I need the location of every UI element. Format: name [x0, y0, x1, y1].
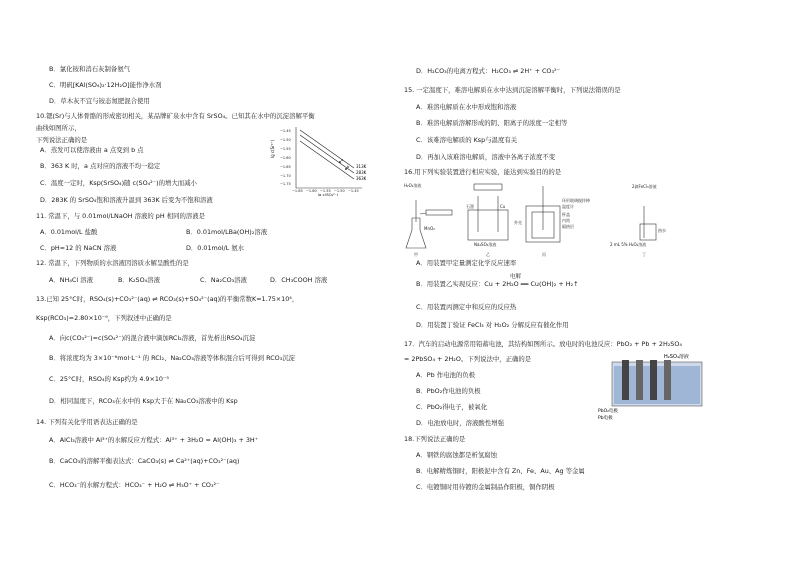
q18-stem: 18.下列说法正确的是	[404, 435, 466, 443]
tube-jia	[420, 213, 426, 214]
label-lid: 杯盖	[562, 212, 570, 217]
series-313k-label: 313K	[356, 164, 367, 169]
q13-stem: 13.已知 25°C时，RSO₄(s)+CO₃²⁻(aq) ⇌ RCO₃(s)+SO₄²⁻(aq)的平衡常数K=1.75×10⁴，	[36, 295, 299, 303]
q12-option-d: D．CH₃COOH 溶液	[270, 276, 328, 284]
q15-stem: 15. 一定温度下，难溶电解质在水中达到沉淀溶解平衡时，下列说法错误的是	[404, 86, 621, 94]
q10-option-b: B．363 K 时，a 点对应的溶液不均一稳定	[40, 162, 161, 170]
apparatus-diagrams	[404, 180, 704, 258]
pbo2-plate-2	[650, 360, 657, 400]
label-h2o2-5: 2 mL 5% H₂O₂溶液	[610, 242, 647, 247]
point-b-label: b	[347, 165, 350, 169]
syringe-jia	[426, 210, 452, 215]
pbo2-plate	[622, 360, 629, 400]
label-yi: 乙	[486, 252, 490, 257]
q11-option-b: B．0.01mol/LBa(OH)₂溶液	[186, 228, 268, 236]
power-supply	[474, 184, 502, 190]
label-ding: 丁	[642, 252, 646, 257]
q11-stem: 11. 常温下，与 0.01mol/LNaOH 溶液的 pH 相同的溶液是	[36, 212, 206, 220]
q10-option-a: A．蒸发可以使溶液由 a 点变到 b 点	[40, 146, 144, 154]
q10-stem-2: 曲线如图所示，	[36, 124, 81, 132]
q13-stem-2: Ksp(RCO₃)=2.80×10⁻⁹，下列叙述中正确的是	[36, 314, 172, 322]
q17-option-a: A．Pb 作电池的负极	[416, 371, 476, 379]
q15-option-b: B．难溶电解质溶解形成的阴、阳离子的浓度一定相等	[416, 119, 568, 127]
q16-option-b: B．用装置乙实现反应：Cu + 2H₂O ══ Cu(OH)₂ + H₂↑	[416, 280, 579, 288]
q17-stem: 17．汽车的启动电源常用铅蓄电池，其结构如图所示。放电时的电池反应：PbO₂ + Pb + 2H₂SO₄	[404, 340, 682, 348]
flask-jia	[406, 218, 426, 248]
y-tick: −1.60	[280, 156, 291, 160]
q10-option-c: C．温度一定时，Ksp(SrSO₄)随 c(SO₄²⁻)的增大而减小	[40, 179, 197, 187]
q15-option-c: C．该难溶电解质的 Ksp与温度有关	[416, 136, 518, 144]
q13-option-d: D．相同温度下，RCO₃在水中的 Ksp大于在 Na₂CO₃溶液中的 Ksp	[49, 397, 238, 405]
label-stirrer: 环形玻璃搅拌棒	[562, 198, 590, 203]
q16-stem: 16.用下列实验装置进行相应实验，能达到实验目的的是	[404, 168, 562, 176]
label-inner: 内筒	[562, 218, 570, 223]
x-tick: −1.60	[306, 189, 317, 193]
q11-option-c: C．pH=12 的 NaCN 溶液	[40, 244, 117, 252]
label-mno2: MnO₂	[424, 226, 435, 231]
label-h2o2: H₂O₂溶液	[404, 183, 422, 188]
y-tick: −1.70	[280, 174, 291, 178]
y-tick: −1.50	[280, 138, 291, 142]
label-h2so4: H₂SO₄溶液	[664, 354, 689, 360]
y-tick: −1.45	[280, 129, 291, 133]
label-cu: Cu	[500, 204, 506, 209]
q14-option-a: A．AlCl₃溶液中 Al³⁺的水解反应方程式：Al³⁺ + 3H₂O = Al(OH)₃ + 3H⁺	[49, 436, 259, 444]
q13-option-c: C．25°C时，RSO₄的 Ksp约为 4.9×10⁻⁵	[49, 375, 169, 383]
q11-option-d: D．0.01mol/L 氨水	[186, 244, 244, 252]
q18-option-c: C．电镀铜时用待镀的金属制品作阳极，铜作阴极	[416, 483, 555, 491]
q15-option-a: A．难溶电解质在水中形成饱和溶液	[416, 103, 517, 111]
curve-313k	[300, 130, 354, 168]
label-graphite: 石墨	[466, 204, 474, 209]
label-shell: 外壳	[514, 220, 522, 225]
series-283k-label: 283K	[356, 170, 367, 175]
q16-option-d: D．用装置丁验证 FeCl₃ 对 H₂O₂ 分解反应有催化作用	[416, 321, 569, 329]
q9-option-d: D．草木灰不宜与铵态氮肥混合使用	[49, 97, 150, 105]
q14-option-b: B．CaCO₃的溶解平衡表达式：CaCO₃(s) ⇌ Ca²⁺(aq)+CO₃²⁻(aq)	[49, 457, 240, 465]
y-tick: −1.75	[280, 182, 291, 186]
graph-ylabel: lg c(Sr²⁺)	[270, 139, 275, 158]
y-tick: −1.65	[280, 165, 291, 169]
point-a-label: a	[341, 158, 344, 162]
q14-stem: 14. 下列有关化学用语表达正确的是	[36, 418, 138, 426]
x-tick: −1.65	[292, 189, 303, 193]
q12-stem: 12. 常温下，下列物质的水溶液因溶质水解呈酸性的是	[36, 259, 189, 267]
q11-option-a: A．0.01mol/L 盐酸	[40, 228, 98, 236]
label-jia: 甲	[414, 252, 418, 257]
lead-acid-battery	[598, 352, 713, 424]
q15-option-d: D．再加入该难溶电解质，溶液中各离子浓度不变	[416, 153, 556, 161]
label-bing: 丙	[542, 252, 546, 257]
q14-option-c: C．HCO₃⁻的水解方程式：HCO₃⁻ + H₂O ⇌ H₃O⁺ + CO₃²⁻	[49, 481, 220, 489]
beaker-yi	[468, 210, 508, 240]
q10-stem: 10.锶(Sr)与人体骨骼的形成密切相关，某品牌矿泉水中含有 SrSO₄。已知其在水中的沉淀溶解平衡	[36, 112, 315, 120]
label-pbo2-electrode: PbO₂电极	[598, 409, 618, 414]
y-tick: −1.55	[280, 147, 291, 151]
q16-option-a: A．用装置甲定量测定化学反应速率	[416, 259, 517, 267]
srso4-solubility-graph	[270, 124, 390, 196]
x-tick: −1.45	[348, 189, 359, 193]
x-tick: −1.50	[334, 189, 345, 193]
q17-option-d: D．电池放电时，溶液酸性增强	[416, 419, 504, 427]
electrolysis-label: 电解	[510, 274, 522, 280]
q12-option-a: A．NH₄Cl 溶液	[49, 276, 93, 284]
curve-283k	[300, 135, 354, 173]
label-insulation: 隔热层	[562, 224, 574, 229]
q16-option-c: C．用装置丙测定中和反应的反应热	[416, 303, 517, 311]
q18-option-b: B．电解精炼铜时，阳极泥中含有 Zn、Fe、Au、Ag 等金属	[416, 467, 585, 475]
curve-363k	[300, 141, 354, 179]
pb-plate	[636, 360, 643, 400]
q13-option-b: B．将浓度均为 3×10⁻⁶mol·L⁻¹ 的 RCl₂、Na₂CO₃溶液等体积混合后可得到 RCO₃沉淀	[49, 354, 296, 362]
q17-stem-2: = 2PbSO₄ + 2H₂O。下列说法中，正确的是	[404, 355, 532, 363]
q17-option-b: B．PbO₂作电池的负极	[416, 387, 481, 395]
hot-water-beaker	[640, 224, 656, 240]
q10-option-d: D．283K 的 SrSO₄饱和溶液升温到 363K 后变为不饱和溶液	[40, 196, 213, 204]
label-na2so4: Na₂SO₄溶液	[474, 242, 497, 247]
label-fecl3: 2滴FeCl₃溶液	[632, 184, 657, 189]
q13-option-a: A．向c(CO₃²⁻)=c(SO₄²⁻)的混合液中滴加RCl₂溶液，首先析出RSO₄沉淀	[49, 334, 256, 342]
q10-prompt: 下列说法正确的是	[36, 136, 88, 144]
label-hot-water: 热水	[658, 228, 666, 233]
x-tick: −1.55	[320, 189, 331, 193]
q17-option-c: C．PbO₂得电子，被氧化	[416, 403, 488, 411]
label-pb-electrode: Pb电极	[598, 416, 613, 421]
q9-option-b: B．氯化铵和消石灰制备氨气	[49, 65, 131, 73]
q12-option-c: C．Na₂CO₃溶液	[200, 276, 247, 284]
q18-option-a: A．钢铁的腐蚀都是析氢腐蚀	[416, 451, 498, 459]
graph-xlabel: lg c(SO₄²⁻)	[318, 192, 339, 196]
q14-option-d: D．H₂CO₃的电离方程式：H₂CO₃ ⇌ 2H⁺ + CO₃²⁻	[416, 67, 560, 75]
series-363k-label: 363K	[356, 176, 367, 181]
pb-plate-2	[664, 360, 671, 400]
q9-option-c: C．明矾[KAl(SO₄)₂·12H₂O]能作净水剂	[49, 81, 162, 89]
label-thermometer: 温度计	[562, 204, 574, 209]
q12-option-b: B．K₂SO₄溶液	[118, 276, 160, 284]
